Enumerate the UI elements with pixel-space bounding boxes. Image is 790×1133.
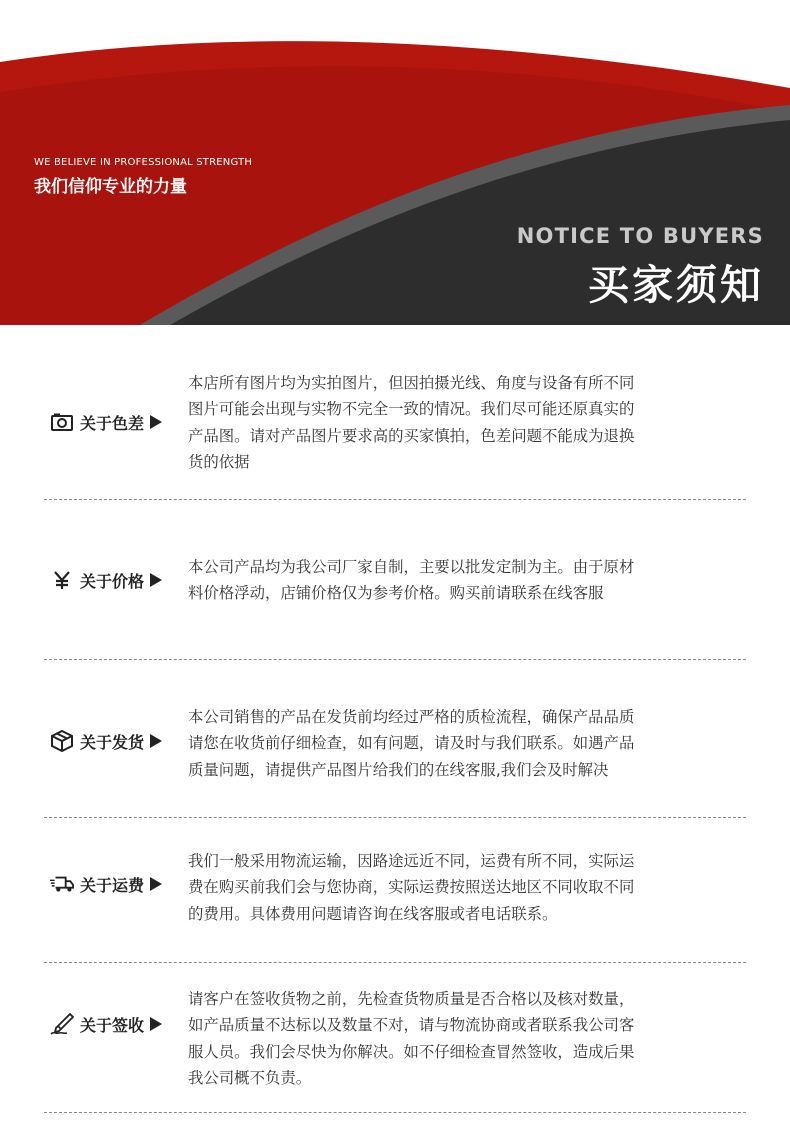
- divider: [44, 499, 746, 500]
- section-label: [50, 869, 162, 899]
- play-arrow-icon: [150, 877, 162, 891]
- body-line: 图片可能会出现与实物不完全一致的情况。我们尽可能还原真实的: [188, 400, 635, 419]
- body-line: 的费用。具体费用问题请咨询在线客服或者电话联系。: [188, 904, 558, 923]
- section-body: [188, 704, 740, 783]
- section-title: 关于色差: [80, 413, 145, 433]
- section-label: [50, 1009, 162, 1039]
- divider: [44, 817, 746, 818]
- body-line: 请您在收货前仔细检查，如有问题，请及时与我们联系。如遇产品: [188, 734, 635, 753]
- body-line: 请客户在签收货物之前，先检查货物质量是否合格以及核对数量，: [188, 990, 635, 1008]
- section-label: [50, 565, 162, 595]
- section-title: 关于签收: [80, 1015, 145, 1035]
- body-line: 产品图。请对产品图片要求高的买家慎拍，色差问题不能成为退换: [188, 426, 635, 445]
- body-line: 本公司产品均为我公司厂家自制，主要以批发定制为主。由于原材: [188, 558, 635, 576]
- truck-icon: [50, 872, 74, 896]
- section-body: [188, 370, 740, 475]
- header-banner: [0, 0, 790, 325]
- play-arrow-icon: [150, 1017, 162, 1031]
- yen-icon: [50, 568, 74, 592]
- section-label: [50, 407, 162, 437]
- divider: [44, 659, 746, 660]
- divider: [44, 962, 746, 963]
- body-line: 货的依据: [188, 452, 250, 471]
- signature-pen-icon: [50, 1012, 74, 1036]
- slogan-chinese: 我们信仰专业的力量: [34, 177, 187, 197]
- body-line: 本店所有图片均为实拍图片，但因拍摄光线、角度与设备有所不同: [188, 374, 635, 392]
- slogan-english: WE BELIEVE IN PROFESSIONAL STRENGTH: [34, 157, 253, 168]
- section-body: [188, 848, 740, 927]
- notice-title-chinese: 买家须知: [588, 261, 764, 309]
- body-line: 料价格浮动，店铺价格仅为参考价格。购买前请联系在线客服: [188, 584, 604, 603]
- section-title: 关于运费: [80, 875, 145, 895]
- section-body: [188, 986, 740, 1091]
- body-line: 我们一般采用物流运输，因路途远近不同，运费有所不同，实际运: [188, 852, 635, 870]
- camera-icon: [50, 410, 74, 434]
- body-line: 费在购买前我们会与您协商，实际运费按照送达地区不同收取不同: [188, 878, 635, 897]
- play-arrow-icon: [150, 734, 162, 748]
- section-title: 关于价格: [80, 571, 145, 591]
- body-line: 如产品质量不达标以及数量不对，请与物流协商或者联系我公司客: [188, 1016, 635, 1035]
- play-arrow-icon: [150, 415, 162, 429]
- section-body: [188, 554, 740, 607]
- section-title: 关于发货: [80, 732, 145, 752]
- package-icon: [50, 729, 74, 753]
- body-line: 服人员。我们会尽快为你解决。如不仔细检查冒然签收，造成后果: [188, 1042, 635, 1061]
- divider: [44, 1112, 746, 1113]
- notice-title-english: NOTICE TO BUYERS: [516, 224, 764, 248]
- play-arrow-icon: [150, 573, 162, 587]
- body-line: 质量问题，请提供产品图片给我们的在线客服,我们会及时解决: [188, 760, 609, 779]
- body-line: 本公司销售的产品在发货前均经过严格的质检流程，确保产品品质: [188, 708, 635, 726]
- body-line: 我公司概不负责。: [188, 1068, 312, 1087]
- section-label: [50, 726, 162, 756]
